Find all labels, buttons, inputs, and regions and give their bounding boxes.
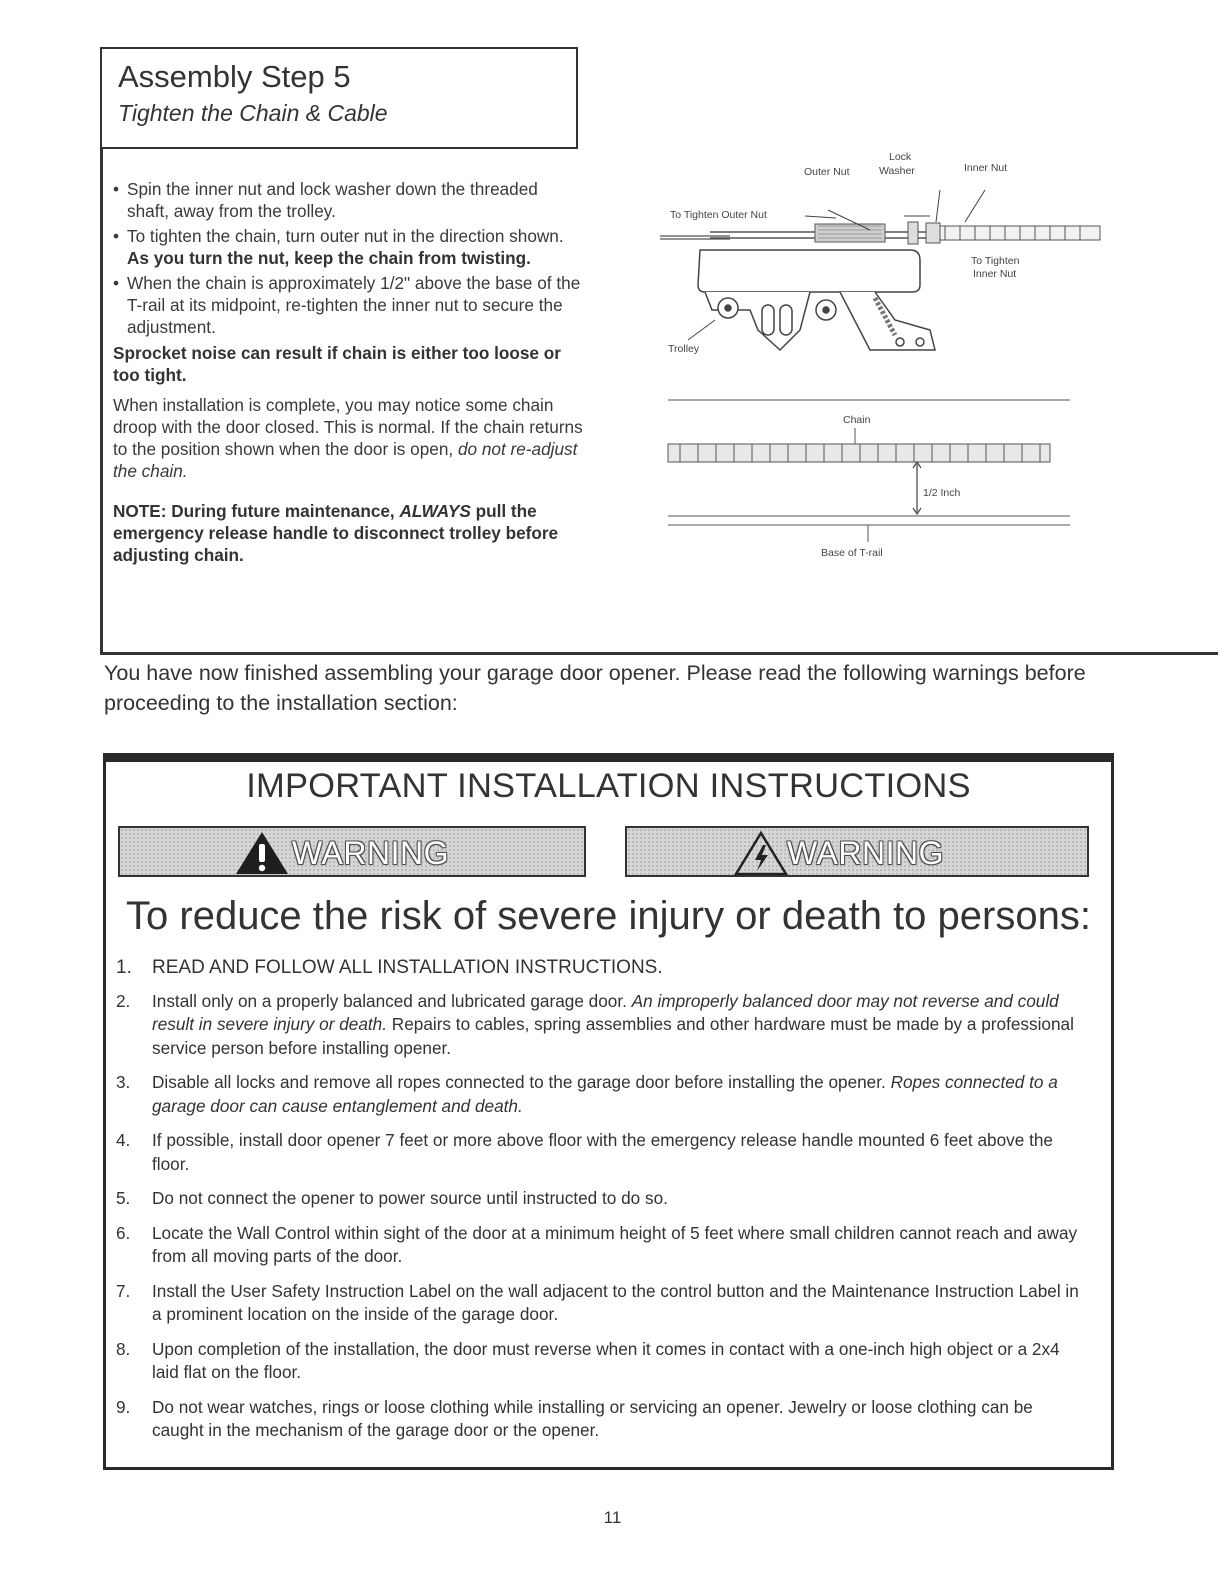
instruction-item: 1. READ AND FOLLOW ALL INSTALLATION INSTRUCTIONS. xyxy=(116,957,663,978)
electrical-hazard-icon xyxy=(733,830,789,876)
completion-paragraph: When installation is complete, you may notice some chain droop with the door closed. This is normal. If the chain returns to the position shown when the door is open, do not re-adjust the chain. xyxy=(113,395,583,481)
half-inch-gap xyxy=(913,462,921,514)
label-to-tighten-outer-nut: To Tighten Outer Nut xyxy=(670,209,767,221)
step-instructions xyxy=(113,178,583,574)
page-number: 11 xyxy=(603,1508,622,1527)
instruction-item: 6. Locate the Wall Control within sight of the door at a minimum height of 5 feet where small children cannot reach and away from all moving parts of the door. xyxy=(116,1222,1078,1266)
instruction-item: 3. Disable all locks and remove all ropes connected to the garage door before installing the opener. Ropes connected to a garage door can cause entanglement and death. xyxy=(116,1072,1058,1116)
cable-and-shaft xyxy=(660,222,1100,244)
step-title: Assembly Step 5 xyxy=(118,59,351,94)
instruction-item: 2. Install only on a properly balanced and lubricated garage door. An improperly balanced door may not reverse and could result in severe injury or death. Repairs to cables, spring assemblies and other hardware must be made by a professional service person before installing opener. xyxy=(116,990,1074,1058)
label-outer-nut: Outer Nut xyxy=(804,166,850,178)
warning-banner-left xyxy=(118,826,586,877)
label-half-inch: 1/2 Inch xyxy=(923,487,961,499)
step-bullet: • To tighten the chain, turn outer nut in the direction shown. As you turn the nut, keep the chain from twisting. xyxy=(113,225,583,269)
instruction-item: 8. Upon completion of the installation, the door must reverse when it comes in contact with a one-inch high object or a 2x4 laid flat on the floor. xyxy=(116,1338,1060,1382)
label-lock: Lock xyxy=(889,151,912,163)
bold-caution: As you turn the nut, keep the chain from twisting. xyxy=(127,248,531,268)
step-bullet: • Spin the inner nut and lock washer down the threaded shaft, away from the trolley. xyxy=(113,178,583,222)
warning-label-right: WARNING xyxy=(787,835,944,871)
warning-triangle-icon xyxy=(234,830,290,876)
warning-banner-right xyxy=(625,826,1089,877)
instruction-list xyxy=(116,956,1081,1454)
instruction-item: 4. If possible, install door opener 7 feet or more above floor with the emergency release handle mounted 6 feet above the floor. xyxy=(116,1130,1053,1174)
instruction-item: 7. Install the User Safety Instruction Label on the wall adjacent to the control button and the Maintenance Instruction Label in a prominent location on the inside of the garage door. xyxy=(116,1280,1079,1324)
step-header xyxy=(100,47,578,149)
warning-label-left: WARNING xyxy=(292,835,449,871)
label-trolley: Trolley xyxy=(668,343,700,355)
step-bullet: • When the chain is approximately 1/2" above the base of the T-rail at its midpoint, re-tighten the inner nut to secure the adjustment. xyxy=(113,272,583,338)
finished-paragraph: You have now finished assembling your garage door opener. Please read the following warnings before proceeding to the installation section: xyxy=(104,661,1086,715)
label-inner-nut-2: Inner Nut xyxy=(973,268,1017,280)
label-washer: Washer xyxy=(879,165,915,177)
chain xyxy=(668,428,1050,462)
label-chain: Chain xyxy=(843,414,871,426)
important-title: IMPORTANT INSTALLATION INSTRUCTIONS xyxy=(246,767,971,805)
reduce-risk-heading: To reduce the risk of severe injury or death to persons: xyxy=(126,894,1091,938)
instruction-item: 9. Do not wear watches, rings or loose clothing while installing or servicing an opener. Jewelry or loose clothing can be caught in the mechanism of the garage door or the opener. xyxy=(116,1396,1033,1440)
instruction-item: 5. Do not connect the opener to power source until instructed to do so. xyxy=(116,1188,668,1208)
sprocket-warning: Sprocket noise can result if chain is either too loose or too tight. xyxy=(113,343,561,385)
label-inner-nut: Inner Nut xyxy=(964,162,1008,174)
important-instructions-box xyxy=(103,753,1114,1470)
maintenance-note: NOTE: During future maintenance, ALWAYS pull the emergency release handle to disconnect trolley before adjusting chain. xyxy=(113,501,559,565)
trolley-body xyxy=(698,250,935,350)
step-subtitle: Tighten the Chain & Cable xyxy=(118,100,388,126)
t-rail-base xyxy=(668,516,1070,542)
label-to-tighten: To Tighten xyxy=(971,255,1020,267)
step-bullet-list xyxy=(113,178,583,338)
label-base-of-t-rail: Base of T-rail xyxy=(821,547,883,559)
